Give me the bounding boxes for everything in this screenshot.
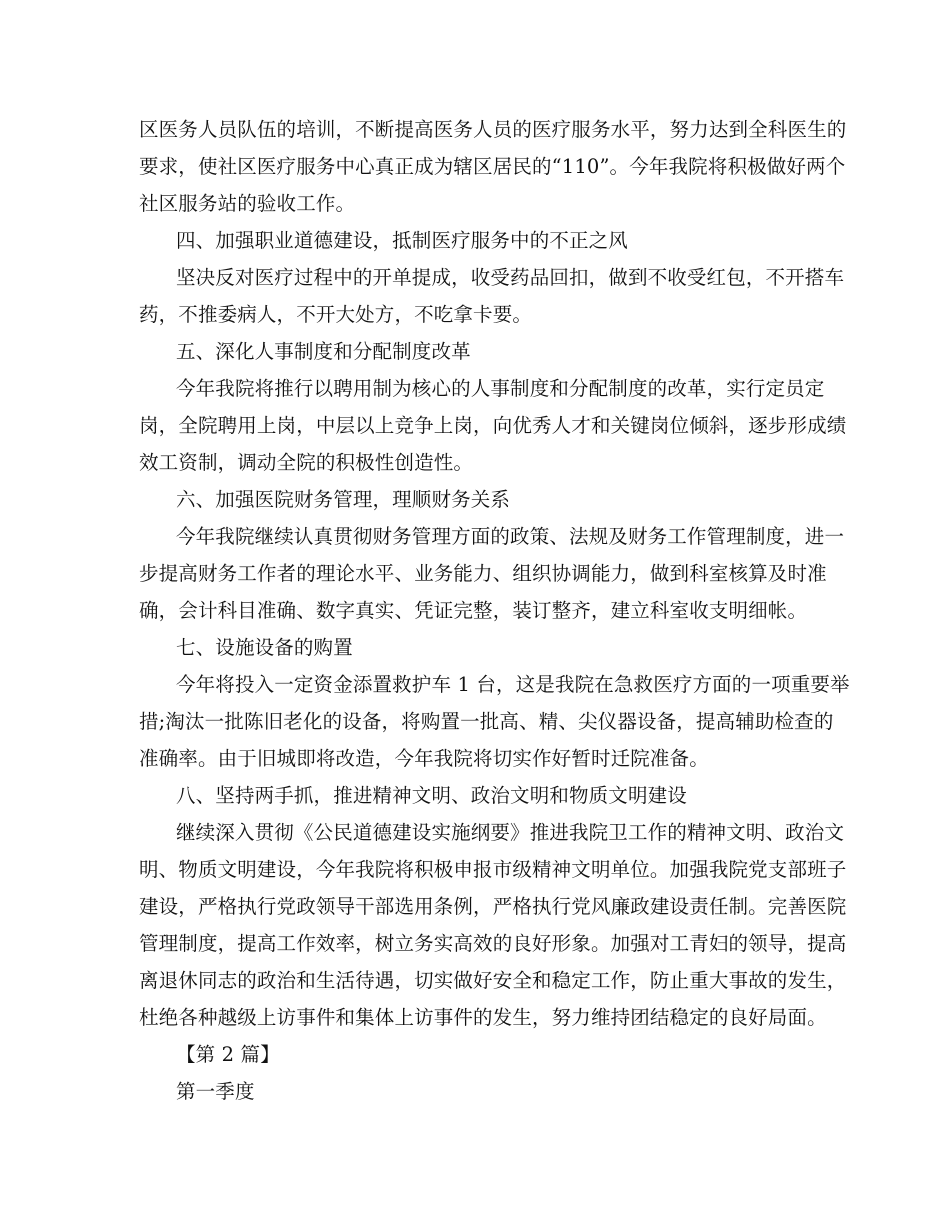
body-line: 今年我院将推行以聘用制为核心的人事制度和分配制度的改革，实行定员定: [176, 377, 825, 400]
section-heading: 七、设施设备的购置: [176, 636, 353, 659]
body-line: 明、物质文明建设，今年我院将积极申报市级精神文明单位。加强我院党支部班子: [139, 858, 847, 881]
section-heading: 六、加强医院财务管理，理顺财务关系: [176, 488, 511, 511]
article-marker: 【第 2 篇】: [176, 1043, 280, 1066]
body-line: 要求，使社区医疗服务中心真正成为辖区居民的“110”。今年我院将积极做好两个: [139, 155, 846, 178]
body-line: 今年将投入一定资金添置救护车 1 台，这是我院在急救医疗方面的一项重要举: [176, 673, 850, 696]
body-line: 离退休同志的政治和生活待遇，切实做好安全和稳定工作，防止重大事故的发生，: [139, 969, 847, 992]
body-line: 坚决反对医疗过程中的开单提成，收受药品回扣，做到不收受红包，不开搭车: [176, 266, 845, 289]
subsection-heading: 第一季度: [176, 1080, 255, 1103]
body-line: 措;淘汰一批陈旧老化的设备，将购置一批高、精、尖仪器设备，提高辅助检查的: [139, 710, 834, 733]
body-line: 管理制度，提高工作效率，树立务实高效的良好形象。加强对工青妇的领导，提高: [139, 932, 847, 955]
body-line: 确，会计科目准确、数字真实、凭证完整，装订整齐，建立科室收支明细帐。: [139, 599, 808, 622]
body-line: 建设，严格执行党政领导干部选用条例，严格执行党风廉政建设责任制。完善医院: [139, 895, 847, 918]
body-line: 今年我院继续认真贯彻财务管理方面的政策、法规及财务工作管理制度，进一: [176, 525, 845, 548]
body-line: 杜绝各种越级上访事件和集体上访事件的发生，努力维持团结稳定的良好局面。: [139, 1006, 827, 1029]
body-line: 效工资制，调动全院的积极性创造性。: [139, 451, 474, 474]
body-line: 准确率。由于旧城即将改造，今年我院将切实作好暂时迁院准备。: [139, 747, 709, 770]
body-line: 区医务人员队伍的培训，不断提高医务人员的医疗服务水平，努力达到全科医生的: [139, 118, 847, 141]
section-heading: 四、加强职业道德建设，抵制医疗服务中的不正之风: [176, 229, 628, 252]
body-line: 岗，全院聘用上岗，中层以上竞争上岗，向优秀人才和关键岗位倾斜，逐步形成绩: [139, 414, 847, 437]
body-line: 步提高财务工作者的理论水平、业务能力、组织协调能力，做到科室核算及时准: [139, 562, 827, 585]
body-line: 社区服务站的验收工作。: [139, 192, 356, 215]
body-line: 药，不推委病人，不开大处方，不吃拿卡要。: [139, 303, 533, 326]
section-heading: 五、深化人事制度和分配制度改革: [176, 340, 471, 363]
body-line: 继续深入贯彻《公民道德建设实施纲要》推进我院卫工作的精神文明、政治文: [176, 821, 845, 844]
section-heading: 八、坚持两手抓，推进精神文明、政治文明和物质文明建设: [176, 784, 687, 807]
